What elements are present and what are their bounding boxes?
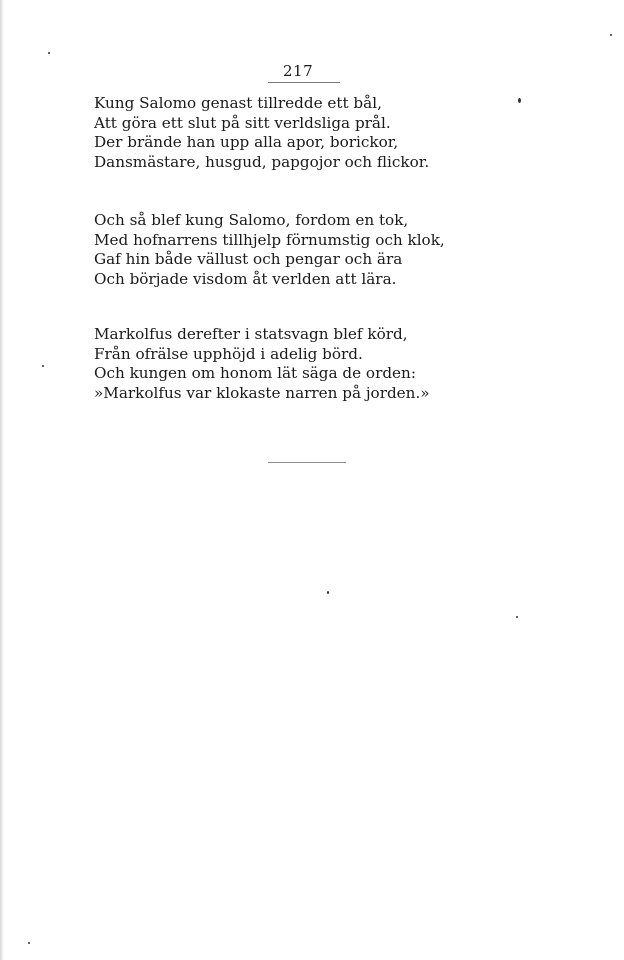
poem-line: Gaf hin både vällust och pengar och ära [94,250,403,268]
poem-line: Markolfus derefter i statsvagn blef körd, [94,325,408,343]
page-number-rule [268,82,340,83]
poem-line: Och så blef kung Salomo, fordom en tok, [94,211,409,229]
poem-line: Att göra ett slut på sitt verldsliga prål. [94,113,391,132]
poem-line: Dansmästare, husgud, papgojor och flickor. [94,152,430,171]
poem-stanza-2 [94,211,474,289]
poem-stanza-3 [94,325,474,403]
poem-line: Och började visdom åt verlden att lära. [94,269,397,288]
paper-speck [28,942,30,944]
poem-line: Med hofnarrens tillhjelp förnumstig och klok, [94,230,445,249]
poem-line: Der brände han upp alla apor, borickor, [94,133,399,151]
poem-line: Från ofrälse upphöjd i adelig börd. [94,344,363,363]
paper-speck [42,365,44,367]
poem-line: Och kungen om honom lät säga de orden: [94,364,416,382]
paper-speck [327,591,329,594]
paper-speck [610,34,612,36]
page-number: 217 [283,62,314,80]
poem-stanza-1 [94,94,474,172]
paper-speck [516,616,518,618]
poem-line: »Markolfus var klokaste narren på jorden.» [94,383,430,402]
page-edge-shadow [0,0,4,960]
end-rule [268,462,346,463]
poem-line: Kung Salomo genast tillredde ett bål, [94,94,382,112]
paper-speck [518,98,521,103]
paper-speck [48,52,50,54]
